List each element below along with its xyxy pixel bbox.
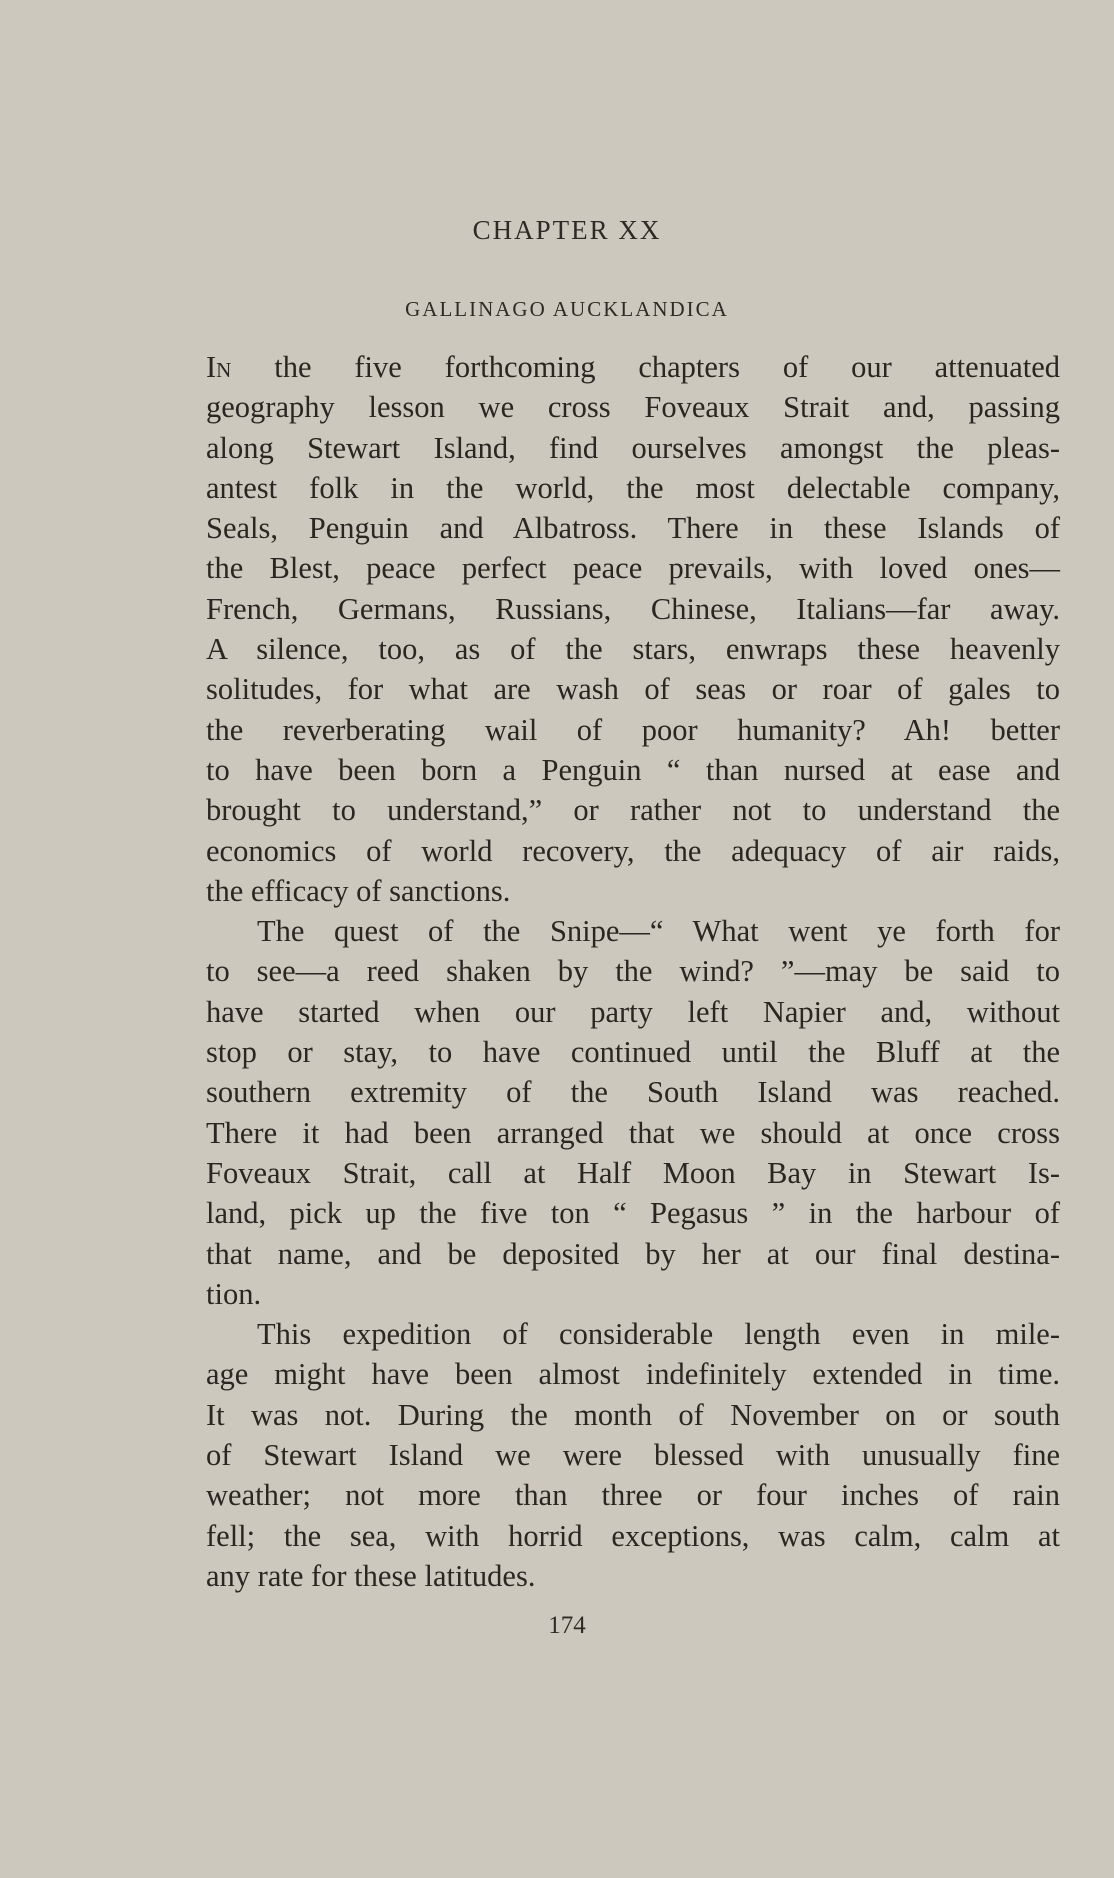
- text-line: along Stewart Island, find ourselves amongst the pleas-: [206, 430, 1060, 465]
- text-line: It was not. During the month of November on or south: [206, 1397, 1060, 1432]
- text-line: French, Germans, Russians, Chinese, Italians—far away.: [206, 591, 1060, 626]
- text-line: weather; not more than three or four inches of rain: [206, 1478, 1060, 1513]
- text-line: southern extremity of the South Island was reached.: [206, 1075, 1060, 1110]
- text-line: age might have been almost indefinitely extended in time.: [206, 1357, 1060, 1392]
- text-line: The quest of the Snipe—“ What went ye forth for: [257, 914, 1060, 949]
- drop-word: In: [206, 350, 232, 384]
- text-line: land, pick up the five ton “ Pegasus ” in the harbour of: [206, 1196, 1060, 1231]
- body-text: [206, 347, 1060, 1596]
- text-line: brought to understand,” or rather not to understand the: [206, 793, 1060, 828]
- text-line: antest folk in the world, the most delectable company,: [206, 470, 1060, 505]
- text-line: any rate for these latitudes.: [206, 1558, 536, 1593]
- text-line: There it had been arranged that we should at once cross: [206, 1115, 1060, 1150]
- text-line: stop or stay, to have continued until the Bluff at the: [206, 1035, 1060, 1070]
- text-line: the efficacy of sanctions.: [206, 873, 511, 908]
- text-line: of Stewart Island we were blessed with unusually fine: [206, 1438, 1060, 1473]
- text-line: the Blest, peace perfect peace prevails, with loved ones—: [206, 551, 1060, 586]
- line-text: the five forthcoming chapters of our attenuated: [231, 350, 1060, 384]
- text-line: Foveaux Strait, call at Half Moon Bay in Stewart Is-: [206, 1155, 1060, 1190]
- text-line: to have been born a Penguin “ than nursed at ease and: [206, 752, 1060, 787]
- text-line: the reverberating wail of poor humanity? Ah! better: [206, 712, 1060, 747]
- text-line: Seals, Penguin and Albatross. There in these Islands of: [206, 511, 1060, 546]
- text-line: have started when our party left Napier and, without: [206, 994, 1060, 1029]
- text-line: that name, and be deposited by her at our final destina-: [206, 1236, 1060, 1271]
- text-line: solitudes, for what are wash of seas or roar of gales to: [206, 672, 1060, 707]
- text-line: to see—a reed shaken by the wind? ”—may be said to: [206, 954, 1060, 989]
- text-line: geography lesson we cross Foveaux Strait and, passing: [206, 390, 1060, 425]
- text-line: A silence, too, as of the stars, enwraps these heavenly: [206, 632, 1060, 667]
- text-line: fell; the sea, with horrid exceptions, was calm, calm at: [206, 1518, 1060, 1553]
- chapter-title: GALLINAGO AUCKLANDICA: [405, 297, 729, 321]
- text-line: tion.: [206, 1276, 262, 1311]
- text-line: [206, 347, 1060, 387]
- text-line: This expedition of considerable length even in mile-: [257, 1317, 1060, 1352]
- page-number: 174: [548, 1612, 586, 1639]
- text-line: economics of world recovery, the adequacy of air raids,: [206, 833, 1060, 868]
- chapter-number: CHAPTER XX: [472, 215, 662, 245]
